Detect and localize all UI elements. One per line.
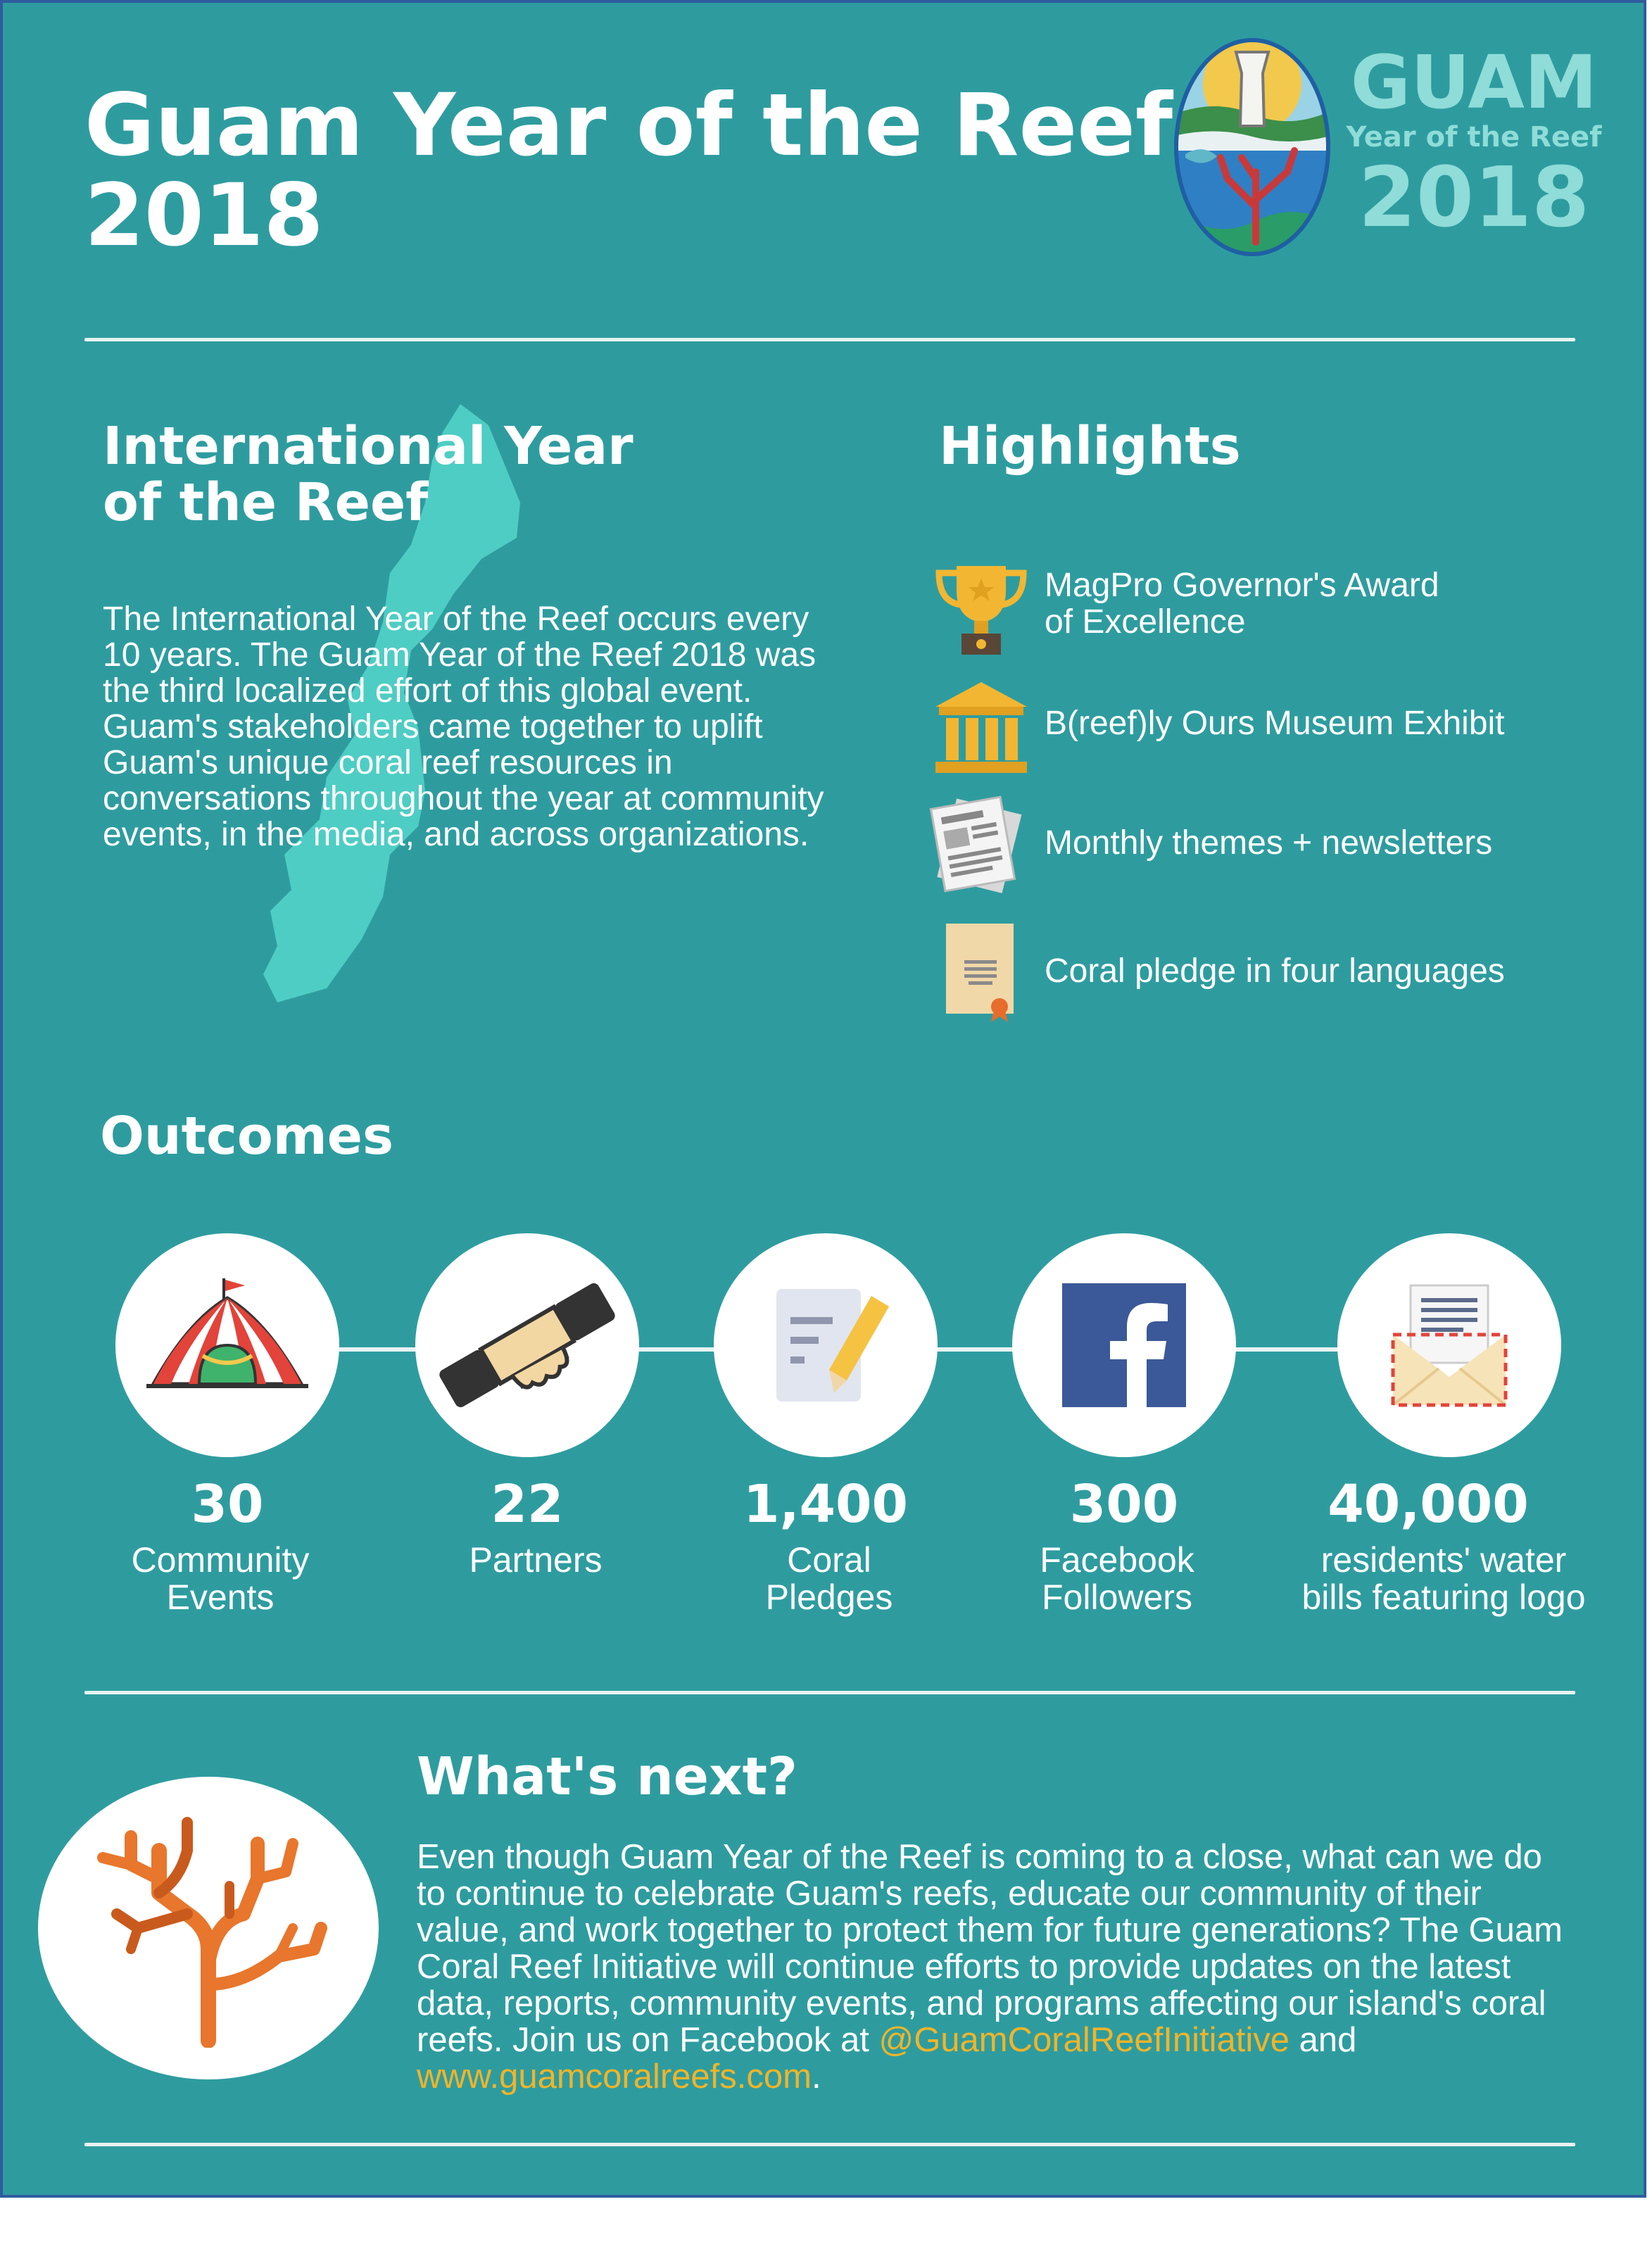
outcome-circle-facebook [1012,1233,1236,1457]
whats-next-heading: What's next? [417,1746,797,1807]
highlight-item-award [932,559,1608,657]
logo-seal-icon [1171,31,1333,256]
pledge-document-icon [755,1275,896,1416]
outcome-label: Community Events [131,1540,310,1617]
outcome-label: Partners [469,1540,603,1580]
outcome-circle-partners [415,1233,639,1457]
outcome-value: 300 [1069,1474,1179,1535]
facebook-page-link[interactable]: @GuamCoralReefInitiative [878,2021,1290,2059]
highlights-heading: Highlights [939,416,1241,477]
outcome-value: 1,400 [743,1474,909,1535]
divider-top [84,338,1575,341]
outcome-value: 22 [491,1474,564,1535]
highlight-item-pledge [932,918,1608,1024]
whats-next-body: Even though Guam Year of the Reef is coming to a close, what can we do to continue to celebrate Guam's reefs, educate our community of their value, and work together to protect them for future generations? The Guam Coral Reef Initiative will continue efforts to provide updates on the latest data, reports, community events, and programs affecting our island's coral reefs. Join us on Facebook at @GuamCoralReefInitiative and www.guamcoralreefs.com. [417,1838,1563,2096]
highlight-label: Monthly themes + newsletters [1045,824,1493,862]
museum-icon [932,679,1030,777]
facebook-icon [1062,1283,1186,1407]
website-link[interactable]: www.guamcoralreefs.com [417,2058,812,2096]
coral-circle [38,1777,379,2079]
intl-heading: International Year of the Reef [103,416,633,533]
outcome-circle-events [115,1233,339,1457]
certificate-icon [932,918,1030,1024]
trophy-icon [932,559,1030,657]
page-title [84,75,1173,265]
guam-yotr-logo [1171,31,1608,263]
highlight-item-museum [932,679,1608,777]
highlight-item-newsletters [925,791,1608,897]
outcome-circle-water-bills [1337,1233,1561,1457]
highlight-label: B(reef)ly Ours Museum Exhibit [1045,705,1505,742]
intl-body: The International Year of the Reef occurs every 10 years. The Guam Year of the Reef 2018 was the third localized effort of this global event. Guam's stakeholders came together to uplift Guam's unique coral reef resources in conversations throughout the year at community events, in the media, and across organizations. [103,600,824,853]
outcome-circle-pledges [714,1233,938,1457]
circus-tent-icon [139,1278,315,1412]
outcome-label: Coral Pledges [765,1540,893,1617]
logo-wordmark: GUAM Year of the Reef 2018 [1346,39,1602,246]
outcome-label: Facebook Followers [1040,1540,1194,1617]
page-title-line1: Guam Year of the Reef [84,75,1173,175]
outcome-value: 40,000 [1328,1474,1529,1535]
outcome-value: 30 [191,1474,264,1535]
outcomes-heading: Outcomes [100,1106,394,1166]
page-title-line2: 2018 [84,165,324,265]
divider-middle [84,1691,1575,1694]
newspaper-icon [925,791,1030,897]
handshake-icon [436,1275,619,1416]
divider-bottom [84,2143,1575,2146]
coral-icon [75,1808,342,2048]
highlight-label: MagPro Governor's Award of Excellence [1045,567,1439,641]
highlight-label: Coral pledge in four languages [1045,952,1505,990]
outcome-label: residents' water bills featuring logo [1301,1540,1586,1617]
envelope-icon [1389,1278,1509,1412]
